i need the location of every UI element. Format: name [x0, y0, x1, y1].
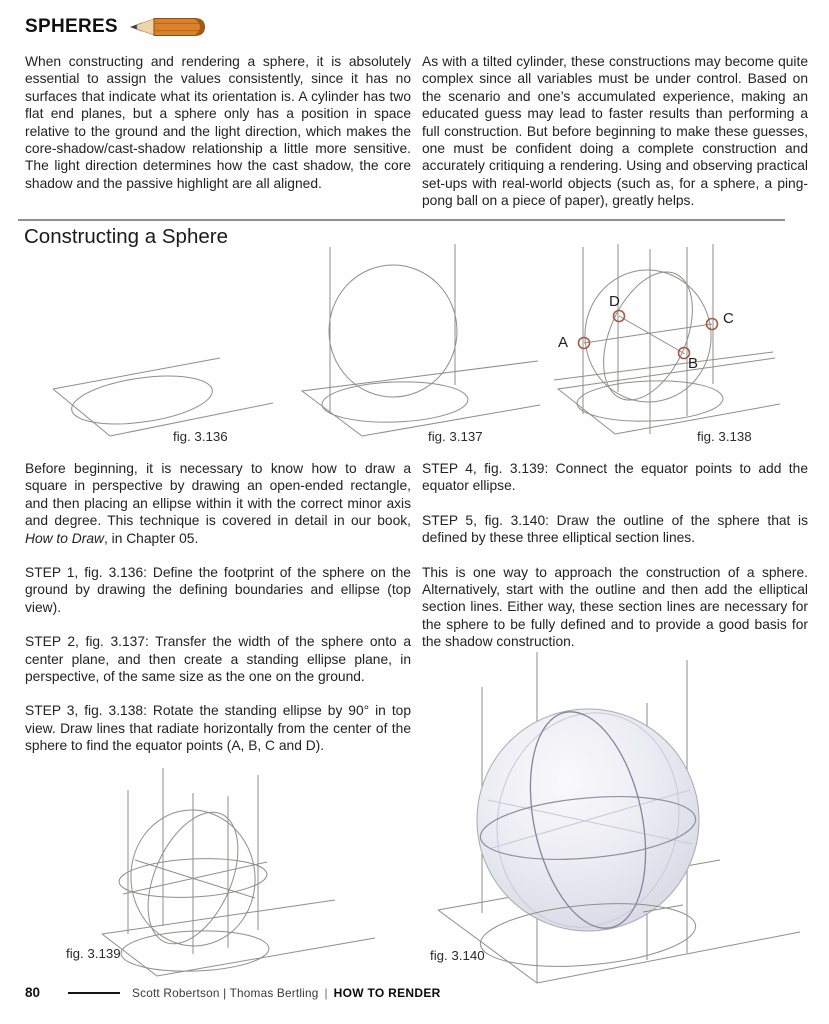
section-divider — [18, 219, 785, 221]
point-label-b: B — [688, 355, 699, 372]
figure-caption: fig. 3.138 — [697, 429, 752, 444]
footer-book-title: HOW TO RENDER — [333, 985, 441, 1000]
step-1-paragraph: STEP 1, fig. 3.136: Define the footprint of the sphere on the ground by drawing the defining boundaries and ellipse (top view). — [25, 565, 411, 615]
intro-left-column — [25, 53, 411, 209]
footer-rule — [68, 992, 120, 994]
footer-authors: Scott Robertson | Thomas Bertling — [132, 985, 319, 1000]
figure-3-137-drawing — [288, 244, 552, 442]
body-text: Before beginning, it is necessary to know how to draw a square in perspective by drawing an open-ended rectangle, and then placing an ellipse within it with the correct minor axis and degree. This technique is covered in detail in our book, — [25, 461, 411, 529]
step-5-paragraph: STEP 5, fig. 3.140: Draw the outline of the sphere that is defined by these three elliptical section lines. — [422, 512, 808, 546]
figure-3-136-drawing — [20, 250, 300, 440]
intro-left-paragraph: When constructing and rendering a sphere, it is absolutely essential to assign the values consistently, since it has no surfaces that indicate what its orientation is. A cylinder has two flat end planes, but a sphere only has a position in space relative to the ground and the light direction, which makes the core-shadow/cast-shadow relationship a little more sensitive. The light direction determines how the cast shadow, the core shadow and the passive highlight are all aligned. — [25, 54, 411, 191]
figure-caption: fig. 3.139 — [66, 946, 121, 961]
point-label-d: D — [609, 293, 620, 310]
body-paragraph — [25, 460, 411, 547]
step-2-paragraph: STEP 2, fig. 3.137: Transfer the width of the sphere onto a center plane, and then create a standing ellipse plane, in perspective, of the same size as the one on the ground. — [25, 634, 411, 685]
intro-right-column — [422, 53, 808, 227]
figure-3-138-drawing — [538, 244, 828, 442]
step-3-paragraph: STEP 3, fig. 3.138: Rotate the standing ellipse by 90° in top view. Draw lines that radiate horizontally from the center of the sphere to find the equator points (A, B, C and D). — [25, 703, 411, 754]
figure-caption: fig. 3.136 — [173, 429, 228, 444]
figure-caption: fig. 3.140 — [430, 948, 485, 963]
body-text: , in Chapter 05. — [103, 530, 199, 546]
pencil-icon — [128, 16, 206, 38]
page-header — [25, 16, 206, 38]
intro-right-paragraph: As with a tilted cylinder, these constructions may become quite complex since all variables must be under control. Based on the scenario and one’s accumulated experience, making an educated guess may lead to faster results than performing a full construction. But before beginning to make these guesses, one must be confident doing a complete construction and accurately critiquing a rendering. Using and observing practical set-ups with real-world objects (such as, for a sphere, a ping-pong ball on a piece of paper), greatly helps. — [422, 54, 808, 209]
body-paragraph: This is one way to approach the construction of a sphere. Alternatively, start with the outline and then add the elliptical section lines. Either way, these section lines are necessary for the sphere to be fully defined and to provide a good basis for the shadow construction. — [422, 564, 808, 650]
footer-separator: | — [324, 985, 328, 1000]
page-footer — [25, 985, 441, 1000]
step-4-paragraph: STEP 4, fig. 3.139: Connect the equator points to add the equator ellipse. — [422, 461, 808, 494]
footer-page-number: 80 — [25, 985, 41, 1000]
book-reference: How to Draw — [25, 530, 104, 546]
point-label-a: A — [558, 334, 569, 351]
body-right-column — [422, 460, 808, 668]
section-title: Constructing a Sphere — [24, 225, 228, 248]
page-title: SPHERES — [25, 16, 118, 37]
figure-caption: fig. 3.137 — [428, 429, 483, 444]
point-label-c: C — [723, 310, 734, 327]
body-left-column — [25, 460, 411, 772]
